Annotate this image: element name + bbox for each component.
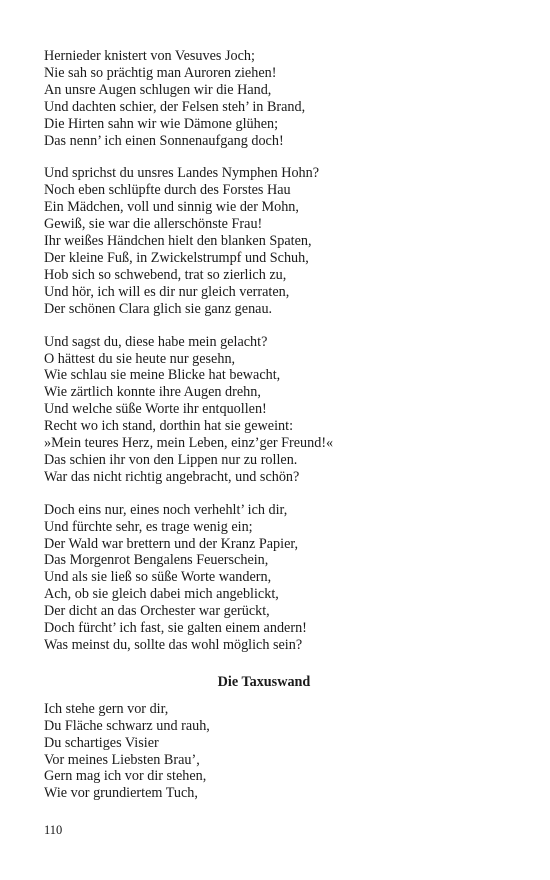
verse-line: Du Fläche schwarz und rauh, <box>44 717 210 734</box>
verse-line: Hob sich so schwebend, trat so zierlich zu, <box>44 266 287 283</box>
verse-line: Und als sie ließ so süße Worte wandern, <box>44 569 272 586</box>
stanza <box>44 48 484 149</box>
verse-line: Ich stehe gern vor dir, <box>44 700 169 717</box>
verse-line: O hättest du sie heute nur gesehn, <box>44 350 236 367</box>
verse-line: Der kleine Fuß, in Zwickelstrumpf und Schuh, <box>44 249 309 266</box>
verse-line: Nie sah so prächtig man Auroren ziehen! <box>44 64 277 81</box>
verse-line: Wie vor grundiertem Tuch, <box>44 785 198 802</box>
verse-line: »Mein teures Herz, mein Leben, einz’ger Freund!« <box>44 435 334 452</box>
verse-line: Und welche süße Worte ihr entquollen! <box>44 401 267 418</box>
verse-line: Der dicht an das Orchester war gerückt, <box>44 603 270 620</box>
poem-stanzas <box>44 48 484 654</box>
verse-line: Und sprichst du unsres Landes Nymphen Hohn? <box>44 165 320 182</box>
verse-line: Ach, ob sie gleich dabei mich angeblickt, <box>44 586 279 603</box>
poem-title: Die Taxuswand <box>217 673 311 690</box>
verse-line: Das Morgenrot Bengalens Feuerschein, <box>44 552 269 569</box>
verse-line: Gern mag ich vor dir stehen, <box>44 768 207 785</box>
verse-line: Ein Mädchen, voll und sinnig wie der Mohn, <box>44 199 299 216</box>
verse-line: Du schartiges Visier <box>44 734 159 751</box>
verse-line: Der schönen Clara glich sie ganz genau. <box>44 300 273 317</box>
page-body <box>44 48 484 818</box>
verse-line: Doch eins nur, eines noch verhehlt’ ich dir, <box>44 501 288 518</box>
verse-line: Wie zärtlich konnte ihre Augen drehn, <box>44 384 261 401</box>
verse-line: Doch fürcht’ ich fast, sie galten einem andern! <box>44 620 307 637</box>
verse-line: Und dachten schier, der Felsen steh’ in Brand, <box>44 98 306 115</box>
stanza <box>44 502 484 654</box>
verse-line: Hernieder knistert von Vesuves Joch; <box>44 48 255 64</box>
verse-line: Und fürchte sehr, es trage wenig ein; <box>44 518 253 535</box>
stanza <box>44 334 484 486</box>
verse-line: War das nicht richtig angebracht, und schön? <box>44 468 300 485</box>
verse-line: Die Hirten sahn wir wie Dämone glühen; <box>44 115 279 132</box>
page-number: 110 <box>44 823 63 837</box>
verse-line: Recht wo ich stand, dorthin hat sie geweint: <box>44 418 294 435</box>
stanza <box>44 165 484 317</box>
verse-line: Wie schlau sie meine Blicke hat bewacht, <box>44 367 281 384</box>
verse-line: Der Wald war brettern und der Kranz Papier, <box>44 535 299 552</box>
verse-line: Was meinst du, sollte das wohl möglich sein? <box>44 637 303 653</box>
verse-line: Und hör, ich will es dir nur gleich verraten, <box>44 283 290 300</box>
verse-line: Und sagst du, diese habe mein gelacht? <box>44 333 268 350</box>
verse-line: Das schien ihr von den Lippen nur zu rollen. <box>44 451 298 468</box>
verse-line: Das nenn’ ich einen Sonnenaufgang doch! <box>44 132 284 149</box>
verse-line: Noch eben schlüpfte durch des Forstes Hau <box>44 182 291 199</box>
verse-line: Ihr weißes Händchen hielt den blanken Spaten, <box>44 233 312 250</box>
poem2-stanza <box>44 701 484 802</box>
verse-line: Vor meines Liebsten Brau’, <box>44 751 200 768</box>
verse-line: Gewiß, sie war die allerschönste Frau! <box>44 216 263 233</box>
verse-line: An unsre Augen schlugen wir die Hand, <box>44 81 272 98</box>
